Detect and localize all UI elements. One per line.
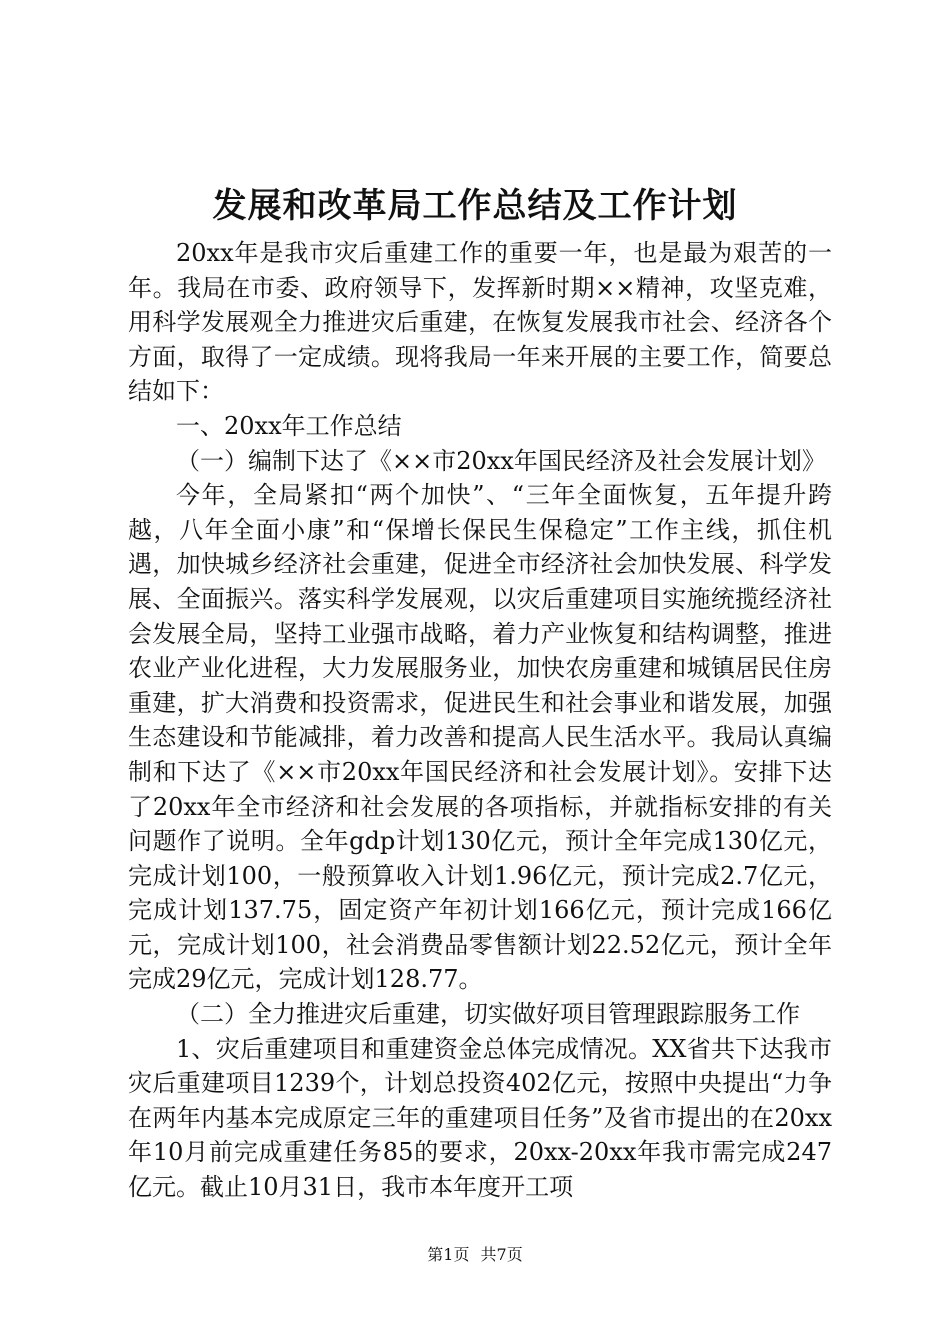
paragraph-reconstruction-status: 1、灾后重建项目和重建资金总体完成情况。XX省共下达我市灾后重建项目1239个，计划总投资402亿元，按照中央提出“力争在两年内基本完成原定三年的重建项目任务”及省市提出的在20xx年10月前完成重建任务85的要求，20xx-20xx年我市需完成247亿元。截止10月31日，我市本年度开工项: [128, 1034, 832, 1202]
subsection-heading-plan: （一）编制下达了《××市20xx年国民经济及社会发展计划》: [176, 446, 826, 475]
paragraph-intro: 20xx年是我市灾后重建工作的重要一年，也是最为艰苦的一年。我局在市委、政府领导下，发挥新时期××精神，攻坚克难，用科学发展观全力推进灾后重建，在恢复发展我市社会、经济各个方面，取得了一定成绩。现将我局一年来开展的主要工作，简要总结如下：: [128, 239, 832, 406]
paragraph-plan-details: 今年，全局紧扣“两个加快”、“三年全面恢复，五年提升跨越，八年全面小康”和“保增长保民生保稳定”工作主线，抓住机遇，加快城乡经济社会重建，促进全市经济社会加快发展、科学发展、全面振兴。落实科学发展观，以灾后重建项目实施统揽经济社会发展全局，坚持工业强市战略，着力产业恢复和结构调整，推进农业产业化进程，大力发展服务业，加快农房重建和城镇居民住房重建，扩大消费和投资需求，促进民生和社会事业和谐发展，加强生态建设和节能减排，着力改善和提高人民生活水平。我局认真编制和下达了《××市20xx年国民经济和社会发展计划》。安排下达了20xx年全市经济和社会发展的各项指标，并就指标安排的有关问题作了说明。全年gdp计划130亿元，预计全年完成130亿元，完成计划100，一般预算收入计划1.96亿元，预计完成2.7亿元，完成计划137.75，固定资产年初计划166亿元，预计完成166亿元，完成计划100，社会消费品零售额计划22.52亿元，预计全年完成29亿元，完成计划128.77。: [128, 481, 832, 994]
page-number: 第1页: [427, 1245, 470, 1264]
page-footer: [0, 1244, 950, 1266]
document-body: [128, 236, 832, 1205]
page-total: 共7页: [480, 1245, 523, 1264]
document-title: 发展和改革局工作总结及工作计划: [212, 186, 738, 226]
section-heading-summary: 一、20xx年工作总结: [176, 411, 402, 440]
subsection-heading-reconstruction: （二）全力推进灾后重建，切实做好项目管理跟踪服务工作: [176, 1000, 800, 1029]
